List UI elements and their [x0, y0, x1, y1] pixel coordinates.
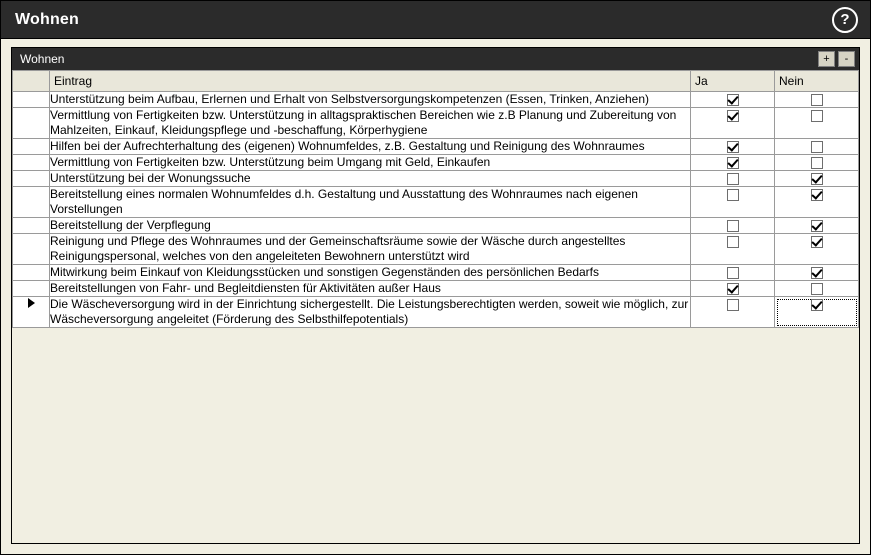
nein-checkbox[interactable] [811, 189, 823, 201]
ja-checkbox[interactable] [727, 110, 739, 122]
nein-checkbox-cell[interactable] [775, 187, 859, 218]
nein-checkbox-cell[interactable] [775, 108, 859, 139]
entry-text-cell[interactable]: Die Wäscheversorgung wird in der Einrichtung sichergestellt. Die Leistungsberechtigten werden, soweit wie möglich, zur Wäscheversorgung angeleitet (Förderung des Selbsthilfepotentials) [50, 297, 691, 328]
window-titlebar [1, 1, 870, 39]
nein-checkbox-cell[interactable] [775, 297, 859, 328]
ja-checkbox-cell[interactable] [691, 297, 775, 328]
nein-checkbox-cell[interactable] [775, 218, 859, 234]
row-selector-cell[interactable] [13, 281, 50, 297]
panel-header-buttons [818, 51, 855, 67]
entry-text-cell[interactable]: Reinigung und Pflege des Wohnraumes und der Gemeinschaftsräume sowie der Wäsche durch angestelltes Reinigungspersonal, welches von den angeleiteten Bewohnern unterstützt wird [50, 234, 691, 265]
nein-checkbox-cell[interactable] [775, 155, 859, 171]
ja-checkbox-cell[interactable] [691, 171, 775, 187]
nein-checkbox-cell[interactable] [775, 92, 859, 108]
row-selector-cell[interactable] [13, 218, 50, 234]
table-row[interactable] [13, 297, 859, 328]
entry-text-cell[interactable]: Hilfen bei der Aufrechterhaltung des (eigenen) Wohnumfeldes, z.B. Gestaltung und Reinigung des Wohnraumes [50, 139, 691, 155]
row-selector-cell[interactable] [13, 265, 50, 281]
row-selector-cell[interactable] [13, 92, 50, 108]
ja-checkbox-cell[interactable] [691, 265, 775, 281]
ja-checkbox-cell[interactable] [691, 234, 775, 265]
ja-checkbox[interactable] [727, 267, 739, 279]
table-row[interactable] [13, 171, 859, 187]
ja-checkbox-cell[interactable] [691, 92, 775, 108]
row-selector-cell[interactable] [13, 139, 50, 155]
entry-text-cell[interactable]: Unterstützung bei der Wonungssuche [50, 171, 691, 187]
nein-checkbox[interactable] [811, 299, 823, 311]
table-row[interactable] [13, 281, 859, 297]
table-header-row [13, 71, 859, 92]
window-title: Wohnen [15, 10, 80, 28]
ja-checkbox[interactable] [727, 220, 739, 232]
current-row-arrow-icon [28, 298, 35, 308]
nein-checkbox[interactable] [811, 157, 823, 169]
entry-text-cell[interactable]: Vermittlung von Fertigkeiten bzw. Unterstützung in alltagspraktischen Bereichen wie z.B Planung und Zubereitung von Mahlzeiten, Einkauf, Kleidungspflege und -beschaffung, Körperhygiene [50, 108, 691, 139]
column-header-selector [13, 71, 50, 92]
ja-checkbox[interactable] [727, 189, 739, 201]
nein-checkbox[interactable] [811, 236, 823, 248]
ja-checkbox-cell[interactable] [691, 139, 775, 155]
grid-container [12, 70, 859, 436]
table-header [13, 71, 859, 92]
table-row[interactable] [13, 108, 859, 139]
row-selector-cell[interactable] [13, 155, 50, 171]
panel-title: Wohnen [20, 52, 65, 66]
column-header-nein[interactable]: Nein [775, 71, 859, 92]
ja-checkbox[interactable] [727, 94, 739, 106]
row-selector-cell[interactable] [13, 187, 50, 218]
row-selector-cell[interactable] [13, 297, 50, 328]
ja-checkbox[interactable] [727, 236, 739, 248]
wohnen-panel [11, 47, 860, 544]
remove-row-button[interactable]: - [838, 51, 855, 67]
table-body [13, 92, 859, 328]
ja-checkbox-cell[interactable] [691, 155, 775, 171]
nein-checkbox[interactable] [811, 173, 823, 185]
column-header-ja[interactable]: Ja [691, 71, 775, 92]
nein-checkbox[interactable] [811, 220, 823, 232]
entry-text-cell[interactable]: Bereitstellung der Verpflegung [50, 218, 691, 234]
ja-checkbox[interactable] [727, 299, 739, 311]
column-header-entry[interactable]: Eintrag [50, 71, 691, 92]
entry-text-cell[interactable]: Unterstützung beim Aufbau, Erlernen und Erhalt von Selbstversorgungskompetenzen (Essen, Trinken, Anziehen) [50, 92, 691, 108]
add-row-button[interactable]: + [818, 51, 835, 67]
nein-checkbox[interactable] [811, 141, 823, 153]
entry-text-cell[interactable]: Vermittlung von Fertigkeiten bzw. Unterstützung beim Umgang mit Geld, Einkaufen [50, 155, 691, 171]
entry-text-cell[interactable]: Bereitstellung eines normalen Wohnumfeldes d.h. Gestaltung und Ausstattung des Wohnraumes nach eigenen Vorstellungen [50, 187, 691, 218]
nein-checkbox[interactable] [811, 267, 823, 279]
panel-header [12, 48, 859, 70]
ja-checkbox-cell[interactable] [691, 108, 775, 139]
table-row[interactable] [13, 234, 859, 265]
ja-checkbox[interactable] [727, 283, 739, 295]
table-row[interactable] [13, 265, 859, 281]
ja-checkbox-cell[interactable] [691, 218, 775, 234]
ja-checkbox[interactable] [727, 173, 739, 185]
entry-text-cell[interactable]: Bereitstellungen von Fahr- und Begleitdiensten für Aktivitäten außer Haus [50, 281, 691, 297]
entry-text-cell[interactable]: Mitwirkung beim Einkauf von Kleidungsstücken und sonstigen Gegenständen des persönlichen Bedarfs [50, 265, 691, 281]
row-selector-cell[interactable] [13, 234, 50, 265]
row-selector-cell[interactable] [13, 171, 50, 187]
table-row[interactable] [13, 187, 859, 218]
table-row[interactable] [13, 139, 859, 155]
window-content [1, 39, 870, 554]
ja-checkbox[interactable] [727, 141, 739, 153]
table-row[interactable] [13, 218, 859, 234]
nein-checkbox-cell[interactable] [775, 171, 859, 187]
ja-checkbox-cell[interactable] [691, 187, 775, 218]
nein-checkbox-cell[interactable] [775, 265, 859, 281]
nein-checkbox-cell[interactable] [775, 234, 859, 265]
row-selector-cell[interactable] [13, 108, 50, 139]
help-icon[interactable]: ? [832, 7, 858, 33]
nein-checkbox[interactable] [811, 94, 823, 106]
ja-checkbox-cell[interactable] [691, 281, 775, 297]
nein-checkbox[interactable] [811, 283, 823, 295]
nein-checkbox[interactable] [811, 110, 823, 122]
entries-table [12, 70, 859, 328]
panel-empty-area [12, 436, 859, 544]
ja-checkbox[interactable] [727, 157, 739, 169]
nein-checkbox-cell[interactable] [775, 139, 859, 155]
nein-checkbox-cell[interactable] [775, 281, 859, 297]
table-row[interactable] [13, 155, 859, 171]
table-row[interactable] [13, 92, 859, 108]
